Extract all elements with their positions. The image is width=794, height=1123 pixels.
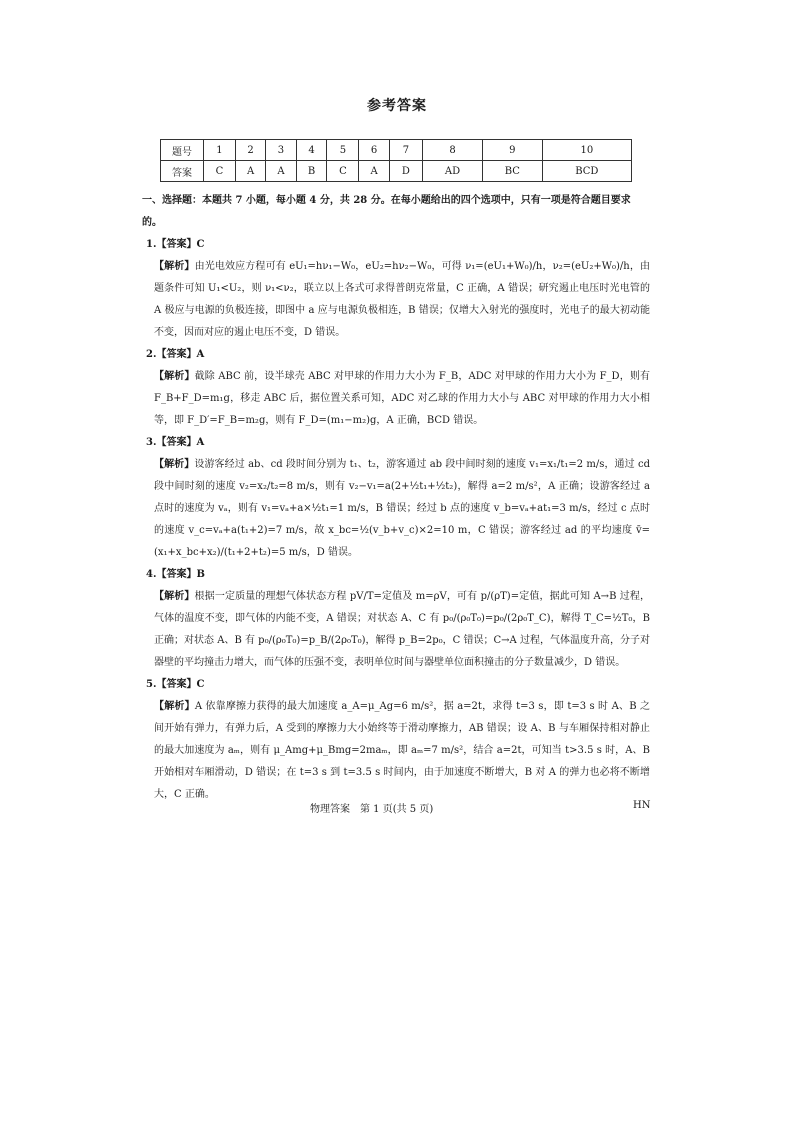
footer-code: HN bbox=[633, 800, 651, 811]
explanation-label: 【解析】 bbox=[154, 459, 195, 470]
row-label-answer: 答案 bbox=[161, 161, 204, 182]
solutions-content bbox=[142, 190, 651, 806]
section-title: 一、选择题：本题共 7 小题，每小题 4 分，共 28 分。在每小题给出的四个选项中，只有一项是符合题目要求的。 bbox=[142, 195, 631, 228]
explanation-text: A 依靠摩擦力获得的最大加速度 a_A=μ_Ag=6 m/s²，据 a=2t，求得 t=3 s，即 t=3 s 时 A、B 之间开始有弹力，有弹力后，A 受到的摩擦力大小始终等于滑动摩擦力，AB 错误；设 A、B 与车厢保持相对静止的最大加速度为 aₘ，则有 μ_Amg+μ_Bmg=2maₘ，即 aₘ=7 m/s²，结合 a=2t，可知当 t>3.5 s 时，A、B 开始相对车厢滑动，D 错误；在 t=3 s 到 t=3.5 s 时间内，由于加速度不断增大，B 对 A 的弹力也必将不断增大，C 正确。 bbox=[154, 701, 650, 800]
page-footer: 物理答案 第 1 页(共 5 页) bbox=[310, 804, 434, 815]
explanation-label: 【解析】 bbox=[154, 261, 195, 272]
explanation-label: 【解析】 bbox=[154, 591, 195, 602]
question-explanation bbox=[154, 696, 650, 806]
answer-table bbox=[160, 139, 632, 182]
table-cell: 1 bbox=[204, 140, 236, 161]
table-cell: D bbox=[389, 161, 422, 182]
question-block bbox=[146, 564, 650, 674]
table-cell: 8 bbox=[423, 140, 483, 161]
table-cell: 10 bbox=[542, 140, 631, 161]
explanation-text: 设游客经过 ab、cd 段时间分别为 t₁、t₂，游客通过 ab 段中间时刻的速度 v₁=x₁/t₁=2 m/s，通过 cd 段中间时刻的速度 v₂=x₂/t₂=8 m/s，则有 v₂−v₁=a(2+½t₁+½t₂)，解得 a=2 m/s²，A 正确；设游客经过 a 点时的速度为 vₐ，则有 v₁=vₐ+a×½t₁=1 m/s，B 错误；经过 b 点的速度 v_b=vₐ+at₁=3 m/s，经过 c 点时的速度 v_c=vₐ+a(t₁+2)=7 m/s，故 x_bc=½(v_b+v_c)×2=10 m，C 错误；游客经过 ad 的平均速度 v̄=(x₁+x_bc+x₂)/(t₁+2+t₂)=5 m/s，D 错误。 bbox=[154, 459, 650, 558]
question-explanation bbox=[154, 454, 650, 564]
question-block bbox=[146, 674, 650, 806]
explanation-text: 截除 ABC 前，设半球壳 ABC 对甲球的作用力大小为 F_B，ADC 对甲球的作用力大小为 F_D，则有 F_B+F_D=m₁g，移走 ABC 后，据位置关系可知，ADC 对乙球的作用力大小与 ABC 对甲球的作用力大小相等，即 F_D′=F_B=m₂g，则有 F_D=(m₁−m₂)g，A 正确，BCD 错误。 bbox=[154, 371, 651, 426]
table-cell: BC bbox=[482, 161, 542, 182]
table-cell: 7 bbox=[389, 140, 422, 161]
explanation-label: 【解析】 bbox=[154, 701, 195, 712]
question-answer-head: 3.【答案】A bbox=[146, 437, 205, 448]
table-row-numbers bbox=[161, 140, 632, 161]
table-cell: A bbox=[266, 161, 296, 182]
page-title: 参考答案 bbox=[367, 98, 427, 114]
explanation-label: 【解析】 bbox=[154, 371, 195, 382]
table-cell: BCD bbox=[542, 161, 631, 182]
table-cell: 5 bbox=[327, 140, 359, 161]
table-cell: 3 bbox=[266, 140, 296, 161]
question-explanation bbox=[154, 366, 650, 432]
table-cell: B bbox=[296, 161, 327, 182]
question-block bbox=[146, 234, 650, 344]
table-row-answers bbox=[161, 161, 632, 182]
table-cell: AD bbox=[423, 161, 483, 182]
table-cell: 9 bbox=[482, 140, 542, 161]
question-block bbox=[146, 432, 650, 564]
explanation-text: 根据一定质量的理想气体状态方程 pV/T=定值及 m=ρV，可有 p/(ρT)=定值，据此可知 A→B 过程，气体的温度不变，即气体的内能不变，A 错误；对状态 A、C 有 p₀/(ρ₀T₀)=p₀/(2ρ₀T_C)，解得 T_C=½T₀，B 正确；对状态 A、B 有 p₀/(ρ₀T₀)=p_B/(2ρ₀T₀)，解得 p_B=2p₀，C 错误；C→A 过程，气体温度升高，分子对器壁的平均撞击力增大，而气体的压强不变，表明单位时间与器壁单位面积撞击的分子数量减少，D 错误。 bbox=[154, 591, 650, 668]
table-cell: C bbox=[204, 161, 236, 182]
table-cell: 4 bbox=[296, 140, 327, 161]
question-explanation bbox=[154, 256, 650, 344]
row-label-number: 题号 bbox=[161, 140, 204, 161]
table-cell: A bbox=[235, 161, 265, 182]
question-answer-head: 2.【答案】A bbox=[146, 349, 205, 360]
table-cell: 2 bbox=[235, 140, 265, 161]
table-cell: A bbox=[359, 161, 389, 182]
question-block bbox=[146, 344, 650, 432]
table-cell: 6 bbox=[359, 140, 389, 161]
explanation-text: 由光电效应方程可有 eU₁=hν₁−W₀，eU₂=hν₂−W₀，可得 ν₁=(eU₁+W₀)/h，ν₂=(eU₂+W₀)/h，由题条件可知 U₁<U₂，则 ν₁<ν₂，联立以上各式可求得普朗克常量，C 正确，A 错误；研究遏止电压时光电管的 A 极应与电源的负极连接，即图中 a 应与电源负极相连，B 错误；仅增大入射光的强度时，光电子的最大初动能不变，因而对应的遏止电压不变，D 错误。 bbox=[154, 261, 650, 338]
table-cell: C bbox=[327, 161, 359, 182]
question-explanation bbox=[154, 586, 650, 674]
question-answer-head: 1.【答案】C bbox=[146, 239, 205, 250]
question-answer-head: 4.【答案】B bbox=[146, 569, 205, 580]
question-answer-head: 5.【答案】C bbox=[146, 679, 205, 690]
